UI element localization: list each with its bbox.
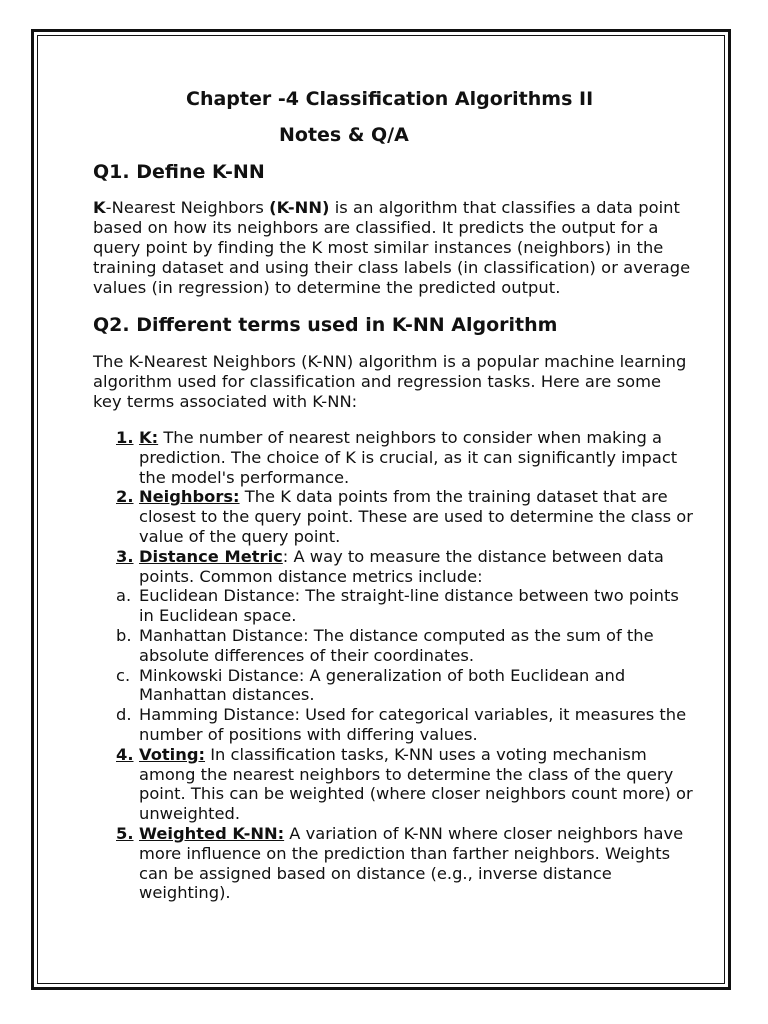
metric-text: Manhattan Distance: The distance computed as the sum of the absolute differences of their coordinates. (139, 625, 654, 665)
term-item-distance-metric (93, 547, 693, 587)
metric-text: Hamming Distance: Used for categorical variables, it measures the number of positions with differing values. (139, 705, 687, 744)
term-label: Voting: (139, 744, 206, 764)
term-text: The K data points from the training dataset that are closest to the query point. These are used to determine the class or value of the query point. (139, 487, 693, 546)
term-number: 2. (116, 487, 134, 507)
term-label: Distance Metric (139, 546, 283, 566)
chapter-title: Chapter -4 Classification Algorithms II (186, 88, 594, 110)
term-label: Weighted K-NN: (139, 823, 285, 843)
document-body (93, 86, 693, 903)
terms-list (93, 428, 693, 903)
term-number: 4. (116, 744, 134, 764)
q2-intro: The K-Nearest Neighbors (K-NN) algorithm is a popular machine learning algorithm used for classification and regression tasks. Here are some key terms associated with K-NN: (93, 352, 687, 411)
q1-bold-knn: (K-NN) (269, 198, 330, 217)
metric-item-hamming (93, 705, 693, 745)
term-item-neighbors (93, 487, 693, 546)
term-number: 3. (116, 546, 134, 566)
metric-text: Minkowski Distance: A generalization of both Euclidean and Manhattan distances. (139, 665, 626, 705)
metric-item-minkowski (93, 666, 693, 706)
q1-text-2: is an algorithm that classifies a data point based on how its neighbors are classified. It predicts the output for a query point by finding the K most similar instances (neighbors) in the training dataset and using their class labels (in classification) or average values (in regression) to determine the predicted output. (93, 198, 691, 297)
term-text: : A way to measure the distance between data points. Common distance metrics include: (139, 546, 664, 586)
metric-item-manhattan (93, 626, 693, 666)
term-text: A variation of K-NN where closer neighbors have more influence on the prediction than farther neighbors. Weights can be assigned based on distance (e.g., inverse distance weighting). (139, 823, 684, 903)
metric-letter: c. (116, 665, 131, 685)
metric-item-euclidean (93, 586, 693, 626)
term-number: 1. (116, 428, 134, 447)
q1-answer (93, 198, 693, 298)
term-label: Neighbors: (139, 487, 240, 507)
notes-subtitle: Notes & Q/A (279, 124, 409, 146)
term-item-k (93, 428, 693, 487)
metric-letter: a. (116, 586, 132, 606)
q2-heading: Q2. Different terms used in K-NN Algorithm (93, 314, 558, 336)
term-label: K: (139, 428, 159, 447)
metric-letter: d. (116, 705, 132, 725)
metric-text: Euclidean Distance: The straight-line distance between two points in Euclidean space. (139, 586, 679, 626)
q1-bold-k: K (93, 198, 106, 217)
metric-letter: b. (116, 625, 132, 645)
q1-heading: Q1. Define K-NN (93, 161, 265, 183)
term-text: The number of nearest neighbors to consider when making a prediction. The choice of K is crucial, as it can significantly impact the model's performance. (139, 428, 678, 487)
term-item-weighted-knn (93, 824, 693, 903)
term-text: In classification tasks, K-NN uses a voting mechanism among the nearest neighbors to determine the class of the query point. This can be weighted (where closer neighbors count more) or unweighted. (139, 744, 693, 824)
q1-text-1: -Nearest Neighbors (105, 198, 270, 217)
term-item-voting (93, 745, 693, 824)
term-number: 5. (116, 823, 134, 843)
